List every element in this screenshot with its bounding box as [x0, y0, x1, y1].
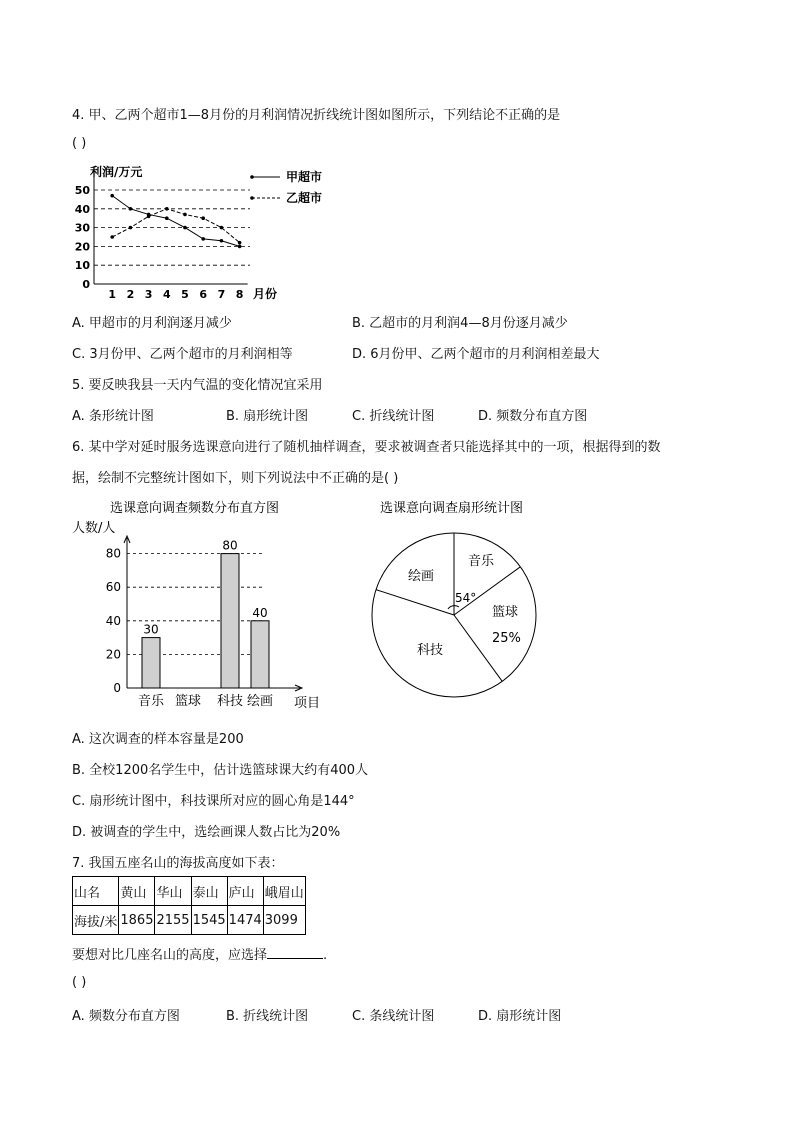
line-chart-y-tick: 50 — [74, 184, 90, 197]
q7-ask-before: 要想对比几座名山的高度，应选择 — [72, 948, 268, 963]
table-cell: 华山 — [155, 877, 191, 906]
bar-value-label: 80 — [222, 538, 238, 553]
q6-option-c: C. 扇形统计图中，科技课所对应的圆心角是144° — [72, 794, 355, 809]
series-jia-point — [129, 207, 133, 211]
q4-option-a: A. 甲超市的月利润逐月减少 — [72, 316, 232, 331]
series-yi-point — [165, 207, 169, 211]
bar-2 — [221, 554, 239, 688]
table-cell: 黄山 — [119, 877, 155, 906]
series-yi-point — [201, 216, 205, 220]
line-chart-y-tick: 20 — [74, 240, 90, 254]
table-cell: 庐山 — [227, 877, 263, 906]
bar-chart-xlabel: 项目 — [294, 696, 321, 711]
series-yi-point — [183, 213, 187, 217]
series-jia-line — [112, 196, 239, 247]
pie-chart-title: 选课意向调查扇形统计图 — [380, 501, 524, 516]
q5-option-b: B. 扇形统计图 — [226, 409, 309, 424]
bar-chart-x-tick: 篮球 — [174, 694, 202, 709]
legend-b-marker — [250, 196, 254, 200]
q7-ask-after: . — [323, 948, 328, 963]
series-jia-point — [238, 245, 242, 249]
line-chart-y-tick: 30 — [74, 221, 90, 235]
table-cell: 1474 — [227, 906, 263, 935]
line-chart-x-tick: 4 — [162, 288, 171, 301]
table-cell: 海拔/米 — [73, 906, 119, 935]
line-chart-y-tick: 10 — [74, 259, 90, 273]
bar-chart-x-tick: 科技 — [216, 694, 244, 709]
table-cell: 峨眉山 — [263, 877, 305, 906]
series-jia-point — [220, 239, 224, 243]
line-chart-x-tick: 1 — [108, 288, 117, 301]
q4-line-chart — [66, 158, 356, 306]
series-jia-point — [201, 237, 205, 241]
mountain-table — [72, 876, 306, 935]
table-cell: 3099 — [263, 906, 305, 935]
table-cell: 2155 — [155, 906, 191, 935]
pie-label-drawing: 绘画 — [408, 569, 435, 584]
q7-paren: ( ) — [72, 975, 87, 990]
table-cell: 1865 — [119, 906, 155, 935]
series-yi-line — [112, 209, 239, 243]
q6-bar-chart — [72, 494, 332, 716]
bar-0 — [142, 638, 160, 688]
series-yi-point — [220, 226, 224, 230]
line-chart-x-tick: 3 — [144, 288, 153, 301]
legend-a-label: 甲超市 — [286, 170, 323, 184]
line-chart-x-tick: 6 — [199, 288, 208, 301]
q7-ask — [72, 944, 327, 963]
line-chart-x-tick: 7 — [217, 288, 226, 301]
mountain-table-value-row — [73, 906, 306, 935]
q4-stem: 4. 甲、乙两个超市1—8月份的月利润情况折线统计图如图所示，下列结论不正确的是 — [72, 108, 561, 123]
pie-boundary-绘画 — [376, 590, 454, 615]
pie-label-basketball: 篮球 — [492, 605, 519, 620]
q7-option-c: C. 条线统计图 — [352, 1009, 435, 1024]
bar-chart-y-tick: 40 — [105, 613, 121, 628]
q4-option-c: C. 3月份甲、乙两个超市的月利润相等 — [72, 347, 293, 362]
q5-option-c: C. 折线统计图 — [352, 409, 435, 424]
q5-option-d: D. 频数分布直方图 — [478, 409, 588, 424]
q6-option-a: A. 这次调查的样本容量是200 — [72, 732, 244, 747]
q5-stem: 5. 要反映我县一天内气温的变化情况宜采用 — [72, 378, 323, 393]
q7-stem: 7. 我国五座名山的海拔高度如下表： — [72, 856, 284, 871]
q6-stem-line1: 6. 某中学对延时服务选课意向进行了随机抽样调查，要求被调查者只能选择其中的一项，根据得到的数 — [72, 440, 661, 455]
answer-blank — [267, 945, 323, 959]
q4-option-d: D. 6月份甲、乙两个超市的月利润相差最大 — [352, 347, 600, 362]
q4-option-b: B. 乙超市的月利润4—8月份逐月减少 — [352, 316, 568, 331]
table-cell: 1545 — [191, 906, 227, 935]
bar-chart-y-tick: 20 — [105, 647, 121, 662]
line-chart-x-tick: 8 — [235, 288, 244, 301]
legend-b-label: 乙超市 — [286, 191, 323, 205]
pie-label-basketball-pct: 25% — [492, 631, 521, 646]
series-yi-point — [238, 241, 242, 245]
pie-label-angle: 54° — [455, 591, 477, 605]
legend-a-marker — [250, 175, 254, 179]
q6-stem-line2: 据，绘制不完整统计图如下，则下列说法中不正确的是( ) — [72, 471, 399, 486]
bar-chart-x-tick: 音乐 — [137, 694, 165, 709]
series-yi-point — [147, 215, 151, 219]
table-cell: 泰山 — [191, 877, 227, 906]
q4-paren: ( ) — [72, 136, 87, 151]
series-jia-point — [183, 226, 187, 230]
pie-boundary-科技 — [454, 615, 502, 681]
bar-value-label: 30 — [143, 622, 159, 637]
line-chart-y-tick: 40 — [74, 202, 90, 216]
bar-3 — [251, 621, 269, 688]
series-yi-point — [129, 226, 133, 230]
line-chart-x-tick: 2 — [126, 288, 135, 301]
line-chart-ylabel: 利润/万元 — [90, 165, 143, 179]
pie-label-music: 音乐 — [468, 554, 495, 569]
series-jia-point — [165, 216, 169, 220]
table-cell: 山名 — [73, 877, 119, 906]
line-chart-x-tick: 5 — [181, 288, 189, 301]
bar-chart-origin: 0 — [113, 681, 121, 695]
mountain-table-header-row — [73, 877, 306, 906]
q5-option-a: A. 条形统计图 — [72, 409, 154, 424]
pie-label-tech: 科技 — [417, 643, 444, 658]
bar-chart-y-tick: 80 — [105, 546, 121, 561]
series-jia-point — [110, 194, 114, 198]
q6-pie-chart — [368, 494, 568, 706]
bar-chart-x-tick: 绘画 — [246, 694, 274, 709]
bar-chart-ylabel: 人数/人 — [72, 521, 116, 536]
q7-option-d: D. 扇形统计图 — [478, 1009, 562, 1024]
q7-option-a: A. 频数分布直方图 — [72, 1009, 180, 1024]
q6-option-d: D. 被调查的学生中，选绘画课人数占比为20% — [72, 825, 341, 840]
bar-chart-y-tick: 60 — [105, 580, 121, 595]
q6-option-b: B. 全校1200名学生中，估计选篮球课大约有400人 — [72, 763, 369, 778]
bar-chart-title: 选课意向调查频数分布直方图 — [110, 501, 280, 516]
series-yi-point — [110, 235, 114, 239]
q7-option-b: B. 折线统计图 — [226, 1009, 309, 1024]
line-chart-xlabel: 月份 — [253, 287, 278, 301]
line-chart-y-tick: 0 — [82, 278, 90, 291]
bar-value-label: 40 — [252, 605, 268, 620]
